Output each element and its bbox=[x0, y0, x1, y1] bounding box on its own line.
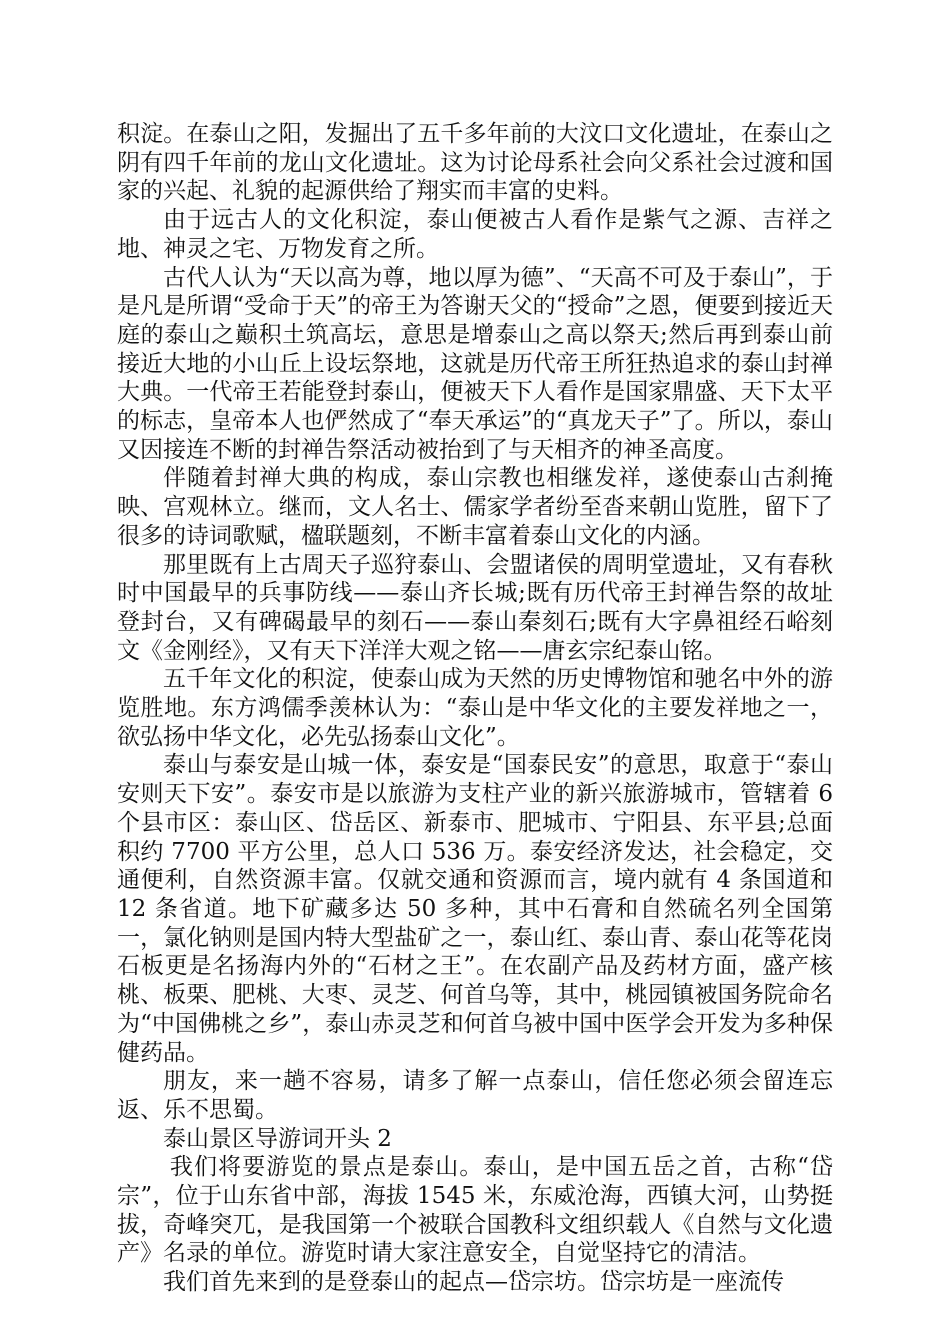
paragraph: 朋友，来一趟不容易，请多了解一点泰山，信任您必须会留连忘返、乐不思蜀。 bbox=[117, 1068, 833, 1123]
section-heading: 泰山景区导游词开头 2 bbox=[163, 1125, 392, 1152]
paragraph-continuation: 积淀。在泰山之阳，发掘出了五千多年前的大汶口文化遗址，在泰山之阴有四千年前的龙山文化遗址。这为讨论母系社会向父系社会过渡和国家的兴起、礼貌的起源供给了翔实而丰富的史料。 bbox=[117, 121, 833, 205]
paragraph: 那里既有上古周天子巡狩泰山、会盟诸侯的周明堂遗址，又有春秋时中国最早的兵事防线——泰山齐长城;既有历代帝王封禅告祭的故址登封台，又有碑碣最早的刻石——泰山秦刻石;既有大字鼻祖经石峪刻文《金刚经》，又有天下洋洋大观之铭——唐玄宗纪泰山铭。 bbox=[117, 551, 833, 664]
paragraph: 泰山与泰安是山城一体，泰安是“国泰民安”的意思，取意于“泰山安则天下安”。泰安市是以旅游为支柱产业的新兴旅游城市，管辖着 6 个县市区：泰山区、岱岳区、新泰市、肥城市、宁阳县、东平县;总面积约 7700 平方公里，总人口 536 万。泰安经济发达，社会稳定，交通便利，自然资源丰富。仅就交通和资源而言，境内就有 4 条国道和 12 条省道。地下矿藏多达 50 多种，其中石膏和自然硫名列全国第一，氯化钠则是国内特大型盐矿之一，泰山红、泰山青、泰山花等花岗石板更是名扬海内外的“石材之王”。在农副产品及药材方面，盛产核桃、板栗、肥桃、大枣、灵芝、何首乌等，其中，桃园镇被国务院命名为“中国佛桃之乡”，泰山赤灵芝和何首乌被中国中医学会开发为多种保健药品。 bbox=[117, 752, 833, 1066]
paragraph: 古代人认为“天以高为尊，地以厚为德”、“天高不可及于泰山”，于是凡是所谓“受命于天”的帝王为答谢天父的“授命”之恩，便要到接近天庭的泰山之巅积土筑高坛，意思是增泰山之高以祭天;然后再到泰山前接近大地的小山丘上设坛祭地，这就是历代帝王所狂热追求的泰山封禅大典。一代帝王若能登封泰山，便被天下人看作是国家鼎盛、天下太平的标志，皇帝本人也俨然成了“奉天承运”的“真龙天子”了。所以，泰山又因接连不断的封禅告祭活动被抬到了与天相齐的神圣高度。 bbox=[117, 264, 833, 463]
paragraph: 由于远古人的文化积淀，泰山便被古人看作是紫气之源、吉祥之地、神灵之宅、万物发育之所。 bbox=[117, 207, 833, 262]
paragraph: 伴随着封禅大典的构成，泰山宗教也相继发祥，遂使泰山古刹掩映、宫观林立。继而，文人名士、儒家学者纷至沓来朝山览胜，留下了很多的诗词歌赋，楹联题刻，不断丰富着泰山文化的内涵。 bbox=[117, 465, 833, 549]
document-body bbox=[117, 120, 833, 1297]
paragraph: 我们将要游览的景点是泰山。泰山，是中国五岳之首，古称“岱宗”，位于山东省中部，海拔 1545 米，东威沧海，西镇大河，山势挺拔，奇峰突兀，是我国第一个被联合国教科文组织载人《自然与文化遗产》名录的单位。游览时请大家注意安全，自觉坚持它的清洁。 bbox=[117, 1154, 833, 1267]
paragraph: 五千年文化的积淀，使泰山成为天然的历史博物馆和驰名中外的游览胜地。东方鸿儒季羡林认为：“泰山是中华文化的主要发祥地之一，欲弘扬中华文化，必先弘扬泰山文化”。 bbox=[117, 666, 833, 750]
paragraph: 我们首先来到的是登泰山的起点—岱宗坊。岱宗坊是一座流传 bbox=[163, 1269, 784, 1296]
